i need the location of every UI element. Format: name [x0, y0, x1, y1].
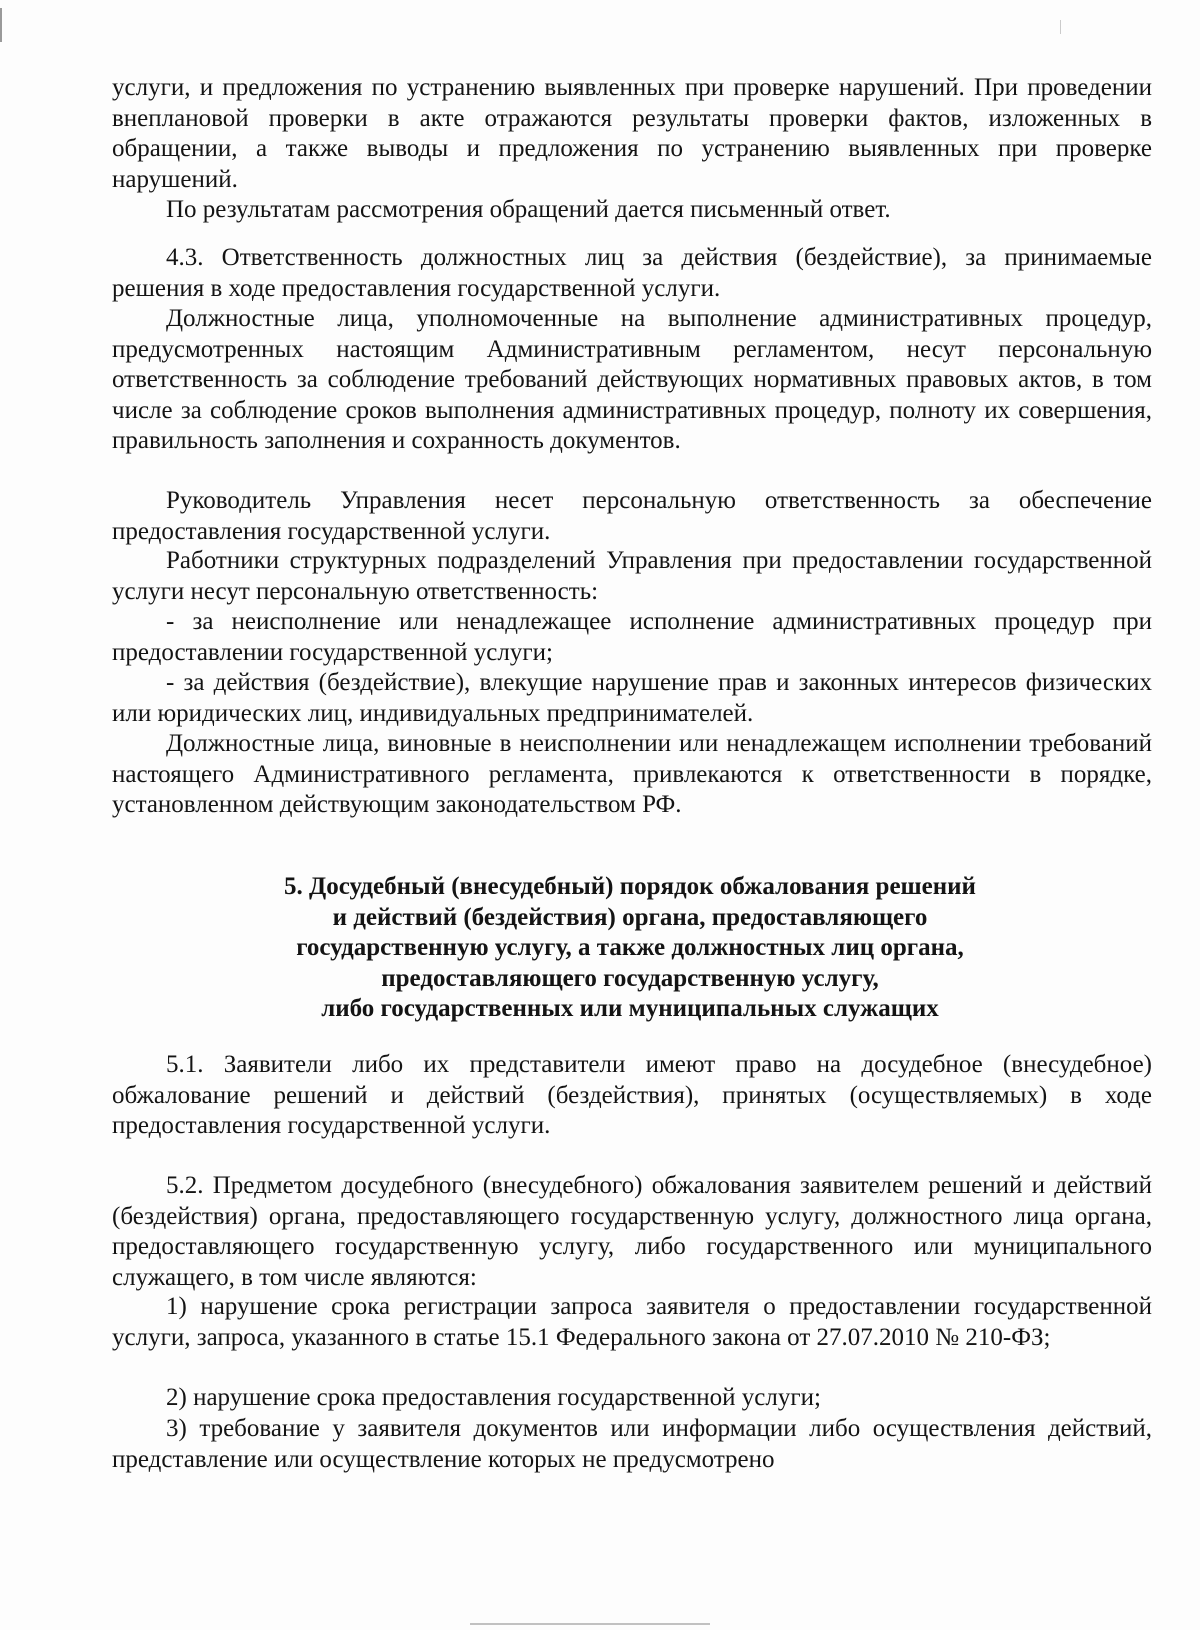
paragraph-5-2: 5.2. Предметом досудебного (внесудебного) обжалования заявителем решений и действий (бездействия) органа, предоставляющего государственную услугу, должностного лица органа, предоставляющего государственную услугу, либо государственного или муниципального служащего, в том числе являются: [112, 1172, 1152, 1291]
heading-line: и действий (бездействия) органа, предоставляющего [332, 903, 928, 931]
list-item-dash-1: - за неисполнение или ненадлежащее исполнение административных процедур при предоставлении государственной услуги; [112, 608, 1152, 666]
list-item-1: 1) нарушение срока регистрации запроса заявителя о предоставлении государственной услуги, запроса, указанного в статье 15.1 Федерального закона от 27.07.2010 № 210-ФЗ; [112, 1293, 1152, 1351]
paragraph-officials-responsibility: Должностные лица, уполномоченные на выполнение административных процедур, предусмотренных настоящим Административным регламентом, несут персональную ответственность за соблюдение требований действующих нормативных правовых актов, в том числе за соблюдение сроков выполнения административных процедур, полноту их совершения, правильность заполнения и сохранность документов. [112, 305, 1152, 454]
heading-line: государственную услугу, а также должностных лиц органа, [296, 934, 964, 961]
heading-line: либо государственных или муниципальных служащих [321, 995, 939, 1022]
scan-edge-mark [0, 8, 2, 42]
paragraph-continuation: услуги, и предложения по устранению выявленных при проверке нарушений. При проведении внеплановой проверки в акте отражаются результаты проверки фактов, изложенных в обращении, а также выводы и предложения по устранению выявленных при проверке нарушений. [112, 74, 1152, 193]
list-item-dash-2: - за действия (бездействие), влекущие нарушение прав и законных интересов физических или юридических лиц, индивидуальных предпринимателей. [112, 669, 1152, 727]
paragraph-workers-responsibility: Работники структурных подразделений Управления при предоставлении государственной услуги несут персональную ответственность: [112, 547, 1152, 605]
paragraph-written-answer: По результатам рассмотрения обращений дается письменный ответ. [166, 196, 891, 223]
list-item-2: 2) нарушение срока предоставления государственной услуги; [166, 1384, 821, 1411]
paragraph-head-responsibility: Руководитель Управления несет персональную ответственность за обеспечение предоставления государственной услуги. [112, 487, 1152, 545]
list-item-3: 3) требование у заявителя документов или информации либо осуществления действий, представление или осуществление которых не предусмотрено [112, 1415, 1152, 1473]
scan-edge-mark [1060, 20, 1061, 34]
heading-line: предоставляющего государственную услугу, [381, 964, 879, 992]
section-5-heading [150, 872, 1110, 1025]
scan-edge-mark [470, 1623, 710, 1625]
heading-line: 5. Досудебный (внесудебный) порядок обжалования решений [284, 873, 976, 900]
paragraph-5-1: 5.1. Заявители либо их представители имеют право на досудебное (внесудебное) обжалование решений и действий (бездействия), принятых (осуществляемых) в ходе предоставления государственной услуги. [112, 1051, 1152, 1139]
paragraph-guilty-officials: Должностные лица, виновные в неисполнении или ненадлежащем исполнении требований настоящего Административного регламента, привлекаются к ответственности в порядке, установленном действующим законодательством РФ. [112, 730, 1152, 818]
paragraph-4-3: 4.3. Ответственность должностных лиц за действия (бездействие), за принимаемые решения в ходе предоставления государственной услуги. [112, 244, 1152, 302]
